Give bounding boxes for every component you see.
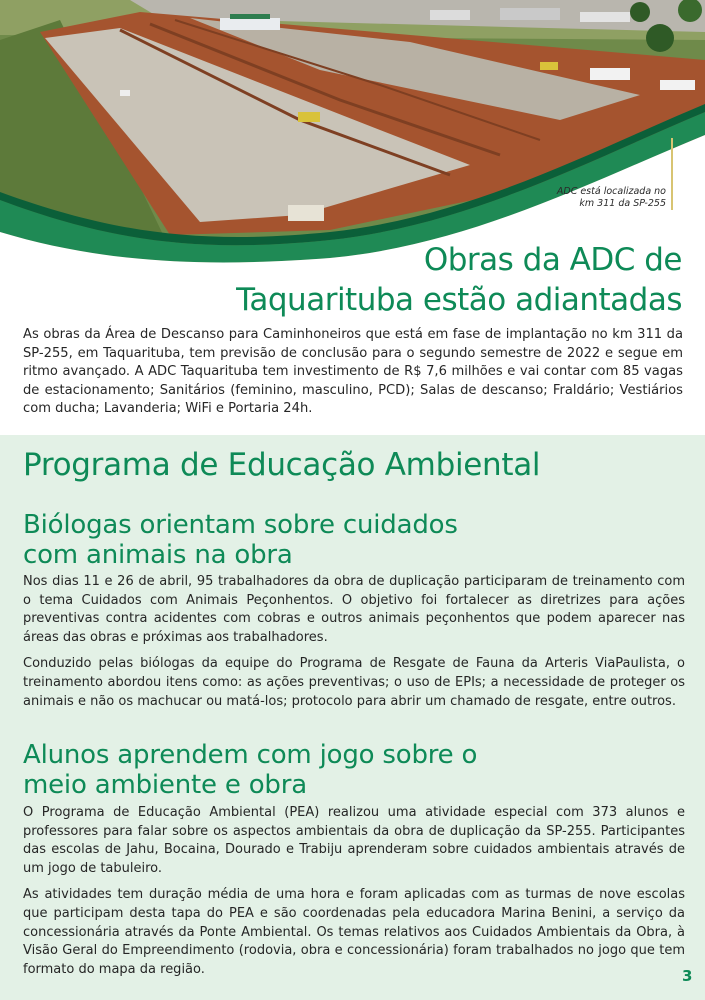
adc-title-line-1: Obras da ADC de (423, 242, 682, 278)
construction-aerial-photo (0, 0, 705, 265)
students-paragraph: As atividades tem duração média de uma hora e foram aplicadas com as turmas de nove escolas que participam desta tapa do PEA e são coordenadas pela educadora Marina Benini, a serviço da concessionária através da Ponte Ambiental. Os temas relativos aos Cuidados Ambientais da Obra, à Visão Geral do Empreendimento (rodovia, obra e concessionária) foram trabalhados no jogo que tem formato do mapa da região. (23, 887, 685, 977)
biologists-title-line-1: Biólogas orientam sobre cuidados (23, 510, 458, 540)
caption-line-2: km 311 da SP-255 (579, 198, 666, 209)
students-article-body (23, 804, 685, 987)
biologists-title-line-2: com animais na obra (23, 540, 293, 570)
adc-title-line-2: Taquarituba estão adiantadas (236, 282, 682, 318)
students-article-title (23, 740, 683, 800)
page-number: 3 (682, 967, 693, 985)
adc-article-body: As obras da Área de Descanso para Caminhoneiros que está em fase de implantação no km 311 da SP-255, em Taquarituba, tem previsão de conclusão para o segundo semestre de 2022 e segue em ritmo avançado. A ADC Taquarituba tem investimento de R$ 7,6 milhões e vai contar com 85 vagas de estacionamento; Sanitários (feminino, masculino, PCD); Salas de descanso; Fraldário; Vestiários com ducha; Lavanderia; WiFi e Portaria 24h. (23, 327, 683, 417)
students-paragraph: O Programa de Educação Ambiental (PEA) realizou uma atividade especial com 373 alunos e professores para falar sobre os aspectos ambientais da obra de duplicação da SP-255. Participantes das escolas de Jahu, Bocaina, Dourado e Trabiju aprenderam sobre cuidados ambientais através de um jogo de tabuleiro. (23, 805, 685, 876)
students-title-line-2: meio ambiente e obra (23, 770, 307, 800)
biologists-paragraph: Conduzido pelas biólogas da equipe do Programa de Resgate de Fauna da Arteris ViaPaulista, o treinamento abordou itens como: as ações preventivas; o uso de EPIs; a necessidade de proteger os animais e não os machucar ou matá-los; protocolo para abrir um chamado de resgate, entre outros. (23, 656, 685, 709)
adc-article-title (120, 240, 682, 320)
photo-caption (540, 186, 666, 210)
caption-divider (671, 138, 673, 210)
biologists-paragraph: Nos dias 11 e 26 de abril, 95 trabalhadores da obra de duplicação participaram de treinamento com o tema Cuidados com Animais Peçonhentos. O objetivo foi fortalecer as diretrizes para ações preventivas contra acidentes com cobras e outros animais peçonhentos que podem aparecer nas áreas das obras e próximas aos trabalhadores. (23, 574, 685, 645)
biologists-article-body (23, 573, 685, 719)
biologists-article-title (23, 510, 683, 570)
section-title: Programa de Educação Ambiental (23, 447, 541, 483)
caption-line-1: ADC está localizada no (556, 186, 666, 197)
students-title-line-1: Alunos aprendem com jogo sobre o (23, 740, 478, 770)
